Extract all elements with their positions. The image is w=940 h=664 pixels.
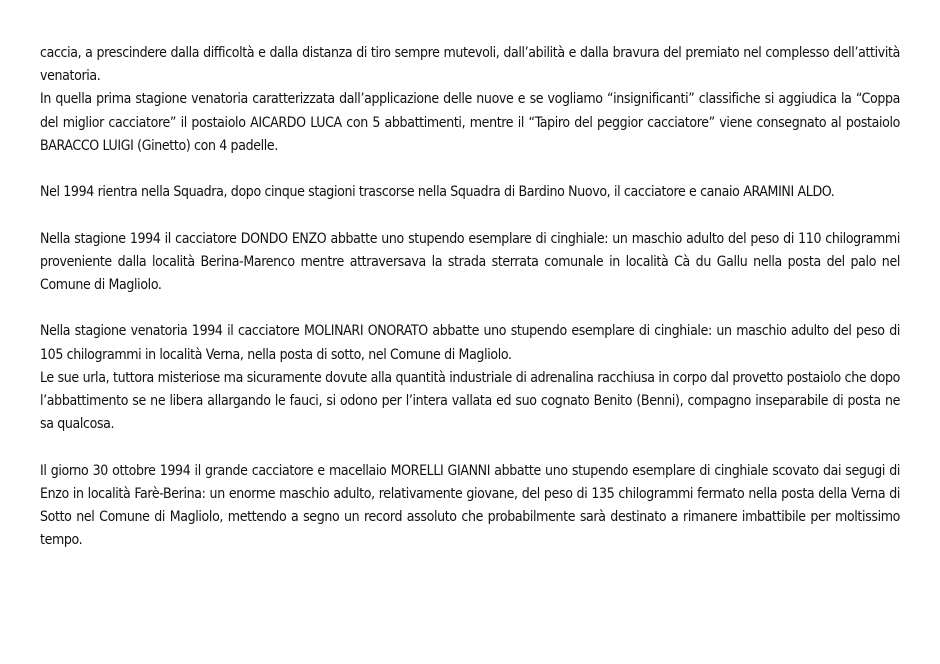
paragraph-coppa-miglior-cacciatore: In quella prima stagione venatoria caratterizzata dall’applicazione delle nuove e se vogliamo “insignificanti” classifiche si aggiudica la “Coppa del miglior cacciatore” il postaiolo AICARDO LUCA con 5 abbattimenti, mentre il “Tapiro del peggior cacciatore” viene consegnato al postaiolo BARACCO LUIGI (Ginetto) con 4 padelle. [40,91,900,154]
paragraph-dondo-enzo: Nella stagione 1994 il cacciatore DONDO ENZO abbatte uno stupendo esemplare di cinghiale: un maschio adulto del peso di 110 chilogrammi proveniente dalla località Berina-Marenco mentre attraversava la strada sterrata comunale in località Cà du Gallu nella posta del palo nel Comune di Magliolo. [40,230,900,293]
paragraph-molinari-onorato: Nella stagione venatoria 1994 il cacciatore MOLINARI ONORATO abbatte uno stupendo esemplare di cinghiale: un maschio adulto del peso di 105 chilogrammi in località Verna, nella posta di sotto, nel Comune di Magliolo. [40,323,900,363]
paragraph-aramini-aldo: Nel 1994 rientra nella Squadra, dopo cinque stagioni trascorse nella Squadra di Bardino Nuovo, il cacciatore e canaio ARAMINI ALDO. [40,184,835,201]
paragraph-spacer [40,297,900,320]
paragraph-spacer [40,158,900,181]
paragraph-morelli-gianni: Il giorno 30 ottobre 1994 il grande cacciatore e macellaio MORELLI GIANNI abbatte uno stupendo esemplare di cinghiale scovato dai segugi di Enzo in località Farè-Berina: un enorme maschio adulto, relativamente giovane, del peso di 135 chilogrammi fermato nella posta della Verna di Sotto nel Comune di Magliolo, mettendo a segno un record assoluto che probabilmente sarà destinato a rimanere imbattibile per moltissimo tempo. [40,462,900,549]
paragraph-spacer [40,436,900,459]
paragraph-spacer [40,204,900,227]
document-page [40,42,900,552]
paragraph-caccia-continuation: caccia, a prescindere dalla difficoltà e dalla distanza di tiro sempre mutevoli, dall’abilità e dalla bravura del premiato nel complesso dell’attività venatoria. [40,45,900,85]
paragraph-urla-benito: Le sue urla, tuttora misteriose ma sicuramente dovute alla quantità industriale di adrenalina racchiusa in corpo dal provetto postaiolo che dopo l’abbattimento se ne libera allargando le fauci, si odono per l’intera vallata ed suo cognato Benito (Benni), compagno inseparabile di posta ne sa qualcosa. [40,369,900,433]
